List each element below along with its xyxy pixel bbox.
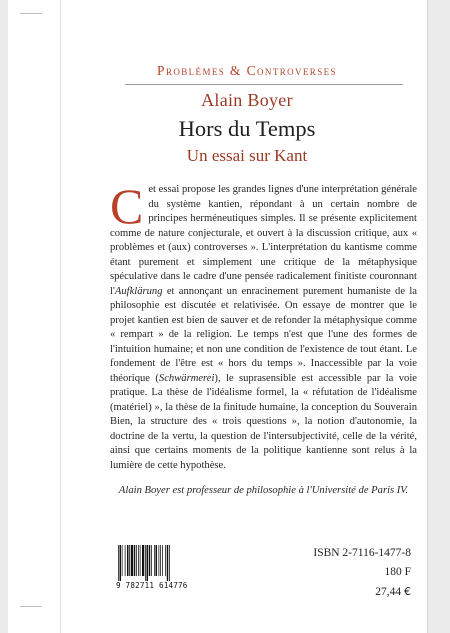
barcode-bar xyxy=(134,545,136,576)
barcode-bar xyxy=(129,545,130,576)
right-page-edge xyxy=(427,0,450,633)
barcode-bar xyxy=(167,545,169,581)
barcode-bar xyxy=(138,545,139,576)
barcode-bar xyxy=(127,545,129,576)
author-name: Alain Boyer xyxy=(201,90,293,110)
barcode-bar xyxy=(156,545,158,576)
barcode-bar xyxy=(131,545,133,576)
barcode-bar xyxy=(162,545,163,576)
barcode-bar xyxy=(120,545,122,581)
price-euros xyxy=(313,582,411,602)
price-euro-value: 27,44 xyxy=(375,586,402,598)
barcode-bar xyxy=(118,545,119,581)
barcode-bar xyxy=(160,545,161,576)
barcode-bar xyxy=(149,545,151,576)
back-cover xyxy=(60,0,433,633)
series-title: Problèmes & Controverses xyxy=(157,63,337,78)
price-francs: 180 F xyxy=(384,566,411,578)
crop-mark xyxy=(20,13,42,14)
barcode-bar xyxy=(147,545,149,581)
euro-symbol: € xyxy=(404,585,411,598)
blurb-text xyxy=(110,178,417,473)
barcode-bar xyxy=(145,545,146,581)
isbn-text: ISBN 2-7116-1477-8 xyxy=(313,547,411,559)
barcode-bar xyxy=(154,545,155,576)
blurb-part-1: et essai propose les grandes lignes d'une interprétation générale du système kantien, répondant à un certain nombre de principes herméneutiques simples. Il se présente explicitement comme de nature conjecturale, et ouvert à la discussion critique, aux « problèmes et (aux) controverses ». L'interprétation du kantisme comme étant purement et simplement une critique de la métaphysique spéculative dans le cadre d'une pensée radicalement finitiste couronnant l' xyxy=(110,184,417,297)
barcode-bar xyxy=(165,545,166,576)
blurb-part-2: et annonçant un enracinement purement humaniste de la philosophie est discutée et relativisée. On essaye de montrer que le projet kantien est bien de sauver et de refonder la métaphysique comme « rempart » de la religion. Le temps n'est que l'une des formes de l'intuition humaine; et non une condition de l'existence de tout étant. Le fondement de l'être est « hors du temps ». Inaccessible par la voie théorique ( xyxy=(110,285,417,384)
barcode-bar xyxy=(136,545,137,576)
barcode-bars xyxy=(116,545,198,581)
author-bio: Alain Boyer est professeur de philosophie à l'Université de Paris IV. xyxy=(118,485,409,496)
book-title: Hors du Temps xyxy=(178,116,316,141)
term-aufklarung: Aufklärung xyxy=(114,285,163,297)
blurb-part-3: ), le suprasensible est accessible par la voie pratique. La thèse de l'idéalisme formel, la « réfutation de l'idéalisme (matériel) », la thèse de la finitude humaine, la conception du Souverain Bien, la structure des « trois questions », la notion d'autonomie, la doctrine de la vertu, la question de l'intersubjectivité, celle de la vérité, ainsi que certains moments de la politique kantienne sont relus à la lumière de cette hypothèse. xyxy=(110,372,417,471)
price-block xyxy=(313,544,411,602)
term-schwarmerei: Schwärmerei xyxy=(158,372,215,384)
barcode-bar xyxy=(122,545,123,576)
book-subtitle: Un essai sur Kant xyxy=(186,146,308,165)
barcode-bar xyxy=(142,545,144,576)
left-page-edge xyxy=(0,0,8,633)
barcode-bar xyxy=(151,545,152,576)
crop-mark xyxy=(20,606,42,607)
barcode-bar xyxy=(159,545,160,576)
barcode-bar xyxy=(125,545,126,576)
drop-cap: C xyxy=(110,178,144,234)
isbn-barcode xyxy=(116,545,198,591)
barcode-bar xyxy=(169,545,170,581)
series-rule xyxy=(125,84,403,85)
barcode-bar xyxy=(140,545,141,576)
barcode-number: 9 782711 614776 xyxy=(116,581,188,590)
